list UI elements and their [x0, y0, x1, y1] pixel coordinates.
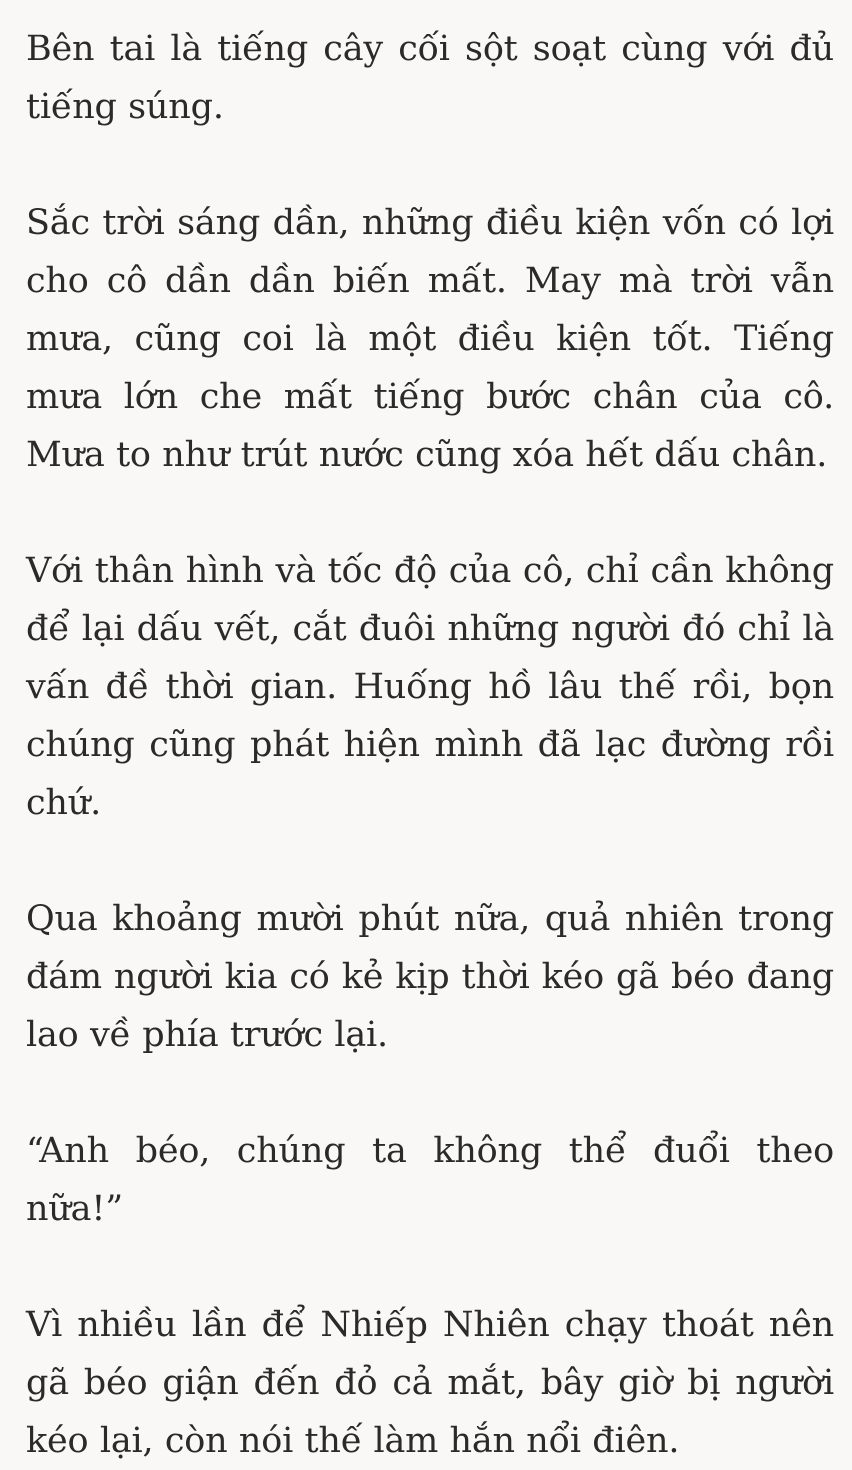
- paragraph-3: Với thân hình và tốc độ của cô, chỉ cần không để lại dấu vết, cắt đuôi những người đó chỉ là vấn đề thời gian. Huống hồ lâu thế rồi, bọn chúng cũng phát hiện mình đã lạc đường rồi chứ.: [26, 551, 834, 823]
- paragraph-5-dialogue: “Anh béo, chúng ta không thể đuổi theo nữa!”: [26, 1131, 834, 1229]
- paragraph-6: Vì nhiều lần để Nhiếp Nhiên chạy thoát nên gã béo giận đến đỏ cả mắt, bây giờ bị người kéo lại, còn nói thế làm hắn nổi điên.: [26, 1305, 834, 1461]
- paragraph-4: Qua khoảng mười phút nữa, quả nhiên trong đám người kia có kẻ kịp thời kéo gã béo đang lao về phía trước lại.: [26, 899, 834, 1055]
- paragraph-1: Bên tai là tiếng cây cối sột soạt cùng với đủ tiếng súng.: [26, 29, 834, 127]
- paragraph-2: Sắc trời sáng dần, những điều kiện vốn có lợi cho cô dần dần biến mất. May mà trời vẫn mưa, cũng coi là một điều kiện tốt. Tiếng mưa lớn che mất tiếng bước chân của cô. Mưa to như trút nước cũng xóa hết dấu chân.: [26, 203, 834, 475]
